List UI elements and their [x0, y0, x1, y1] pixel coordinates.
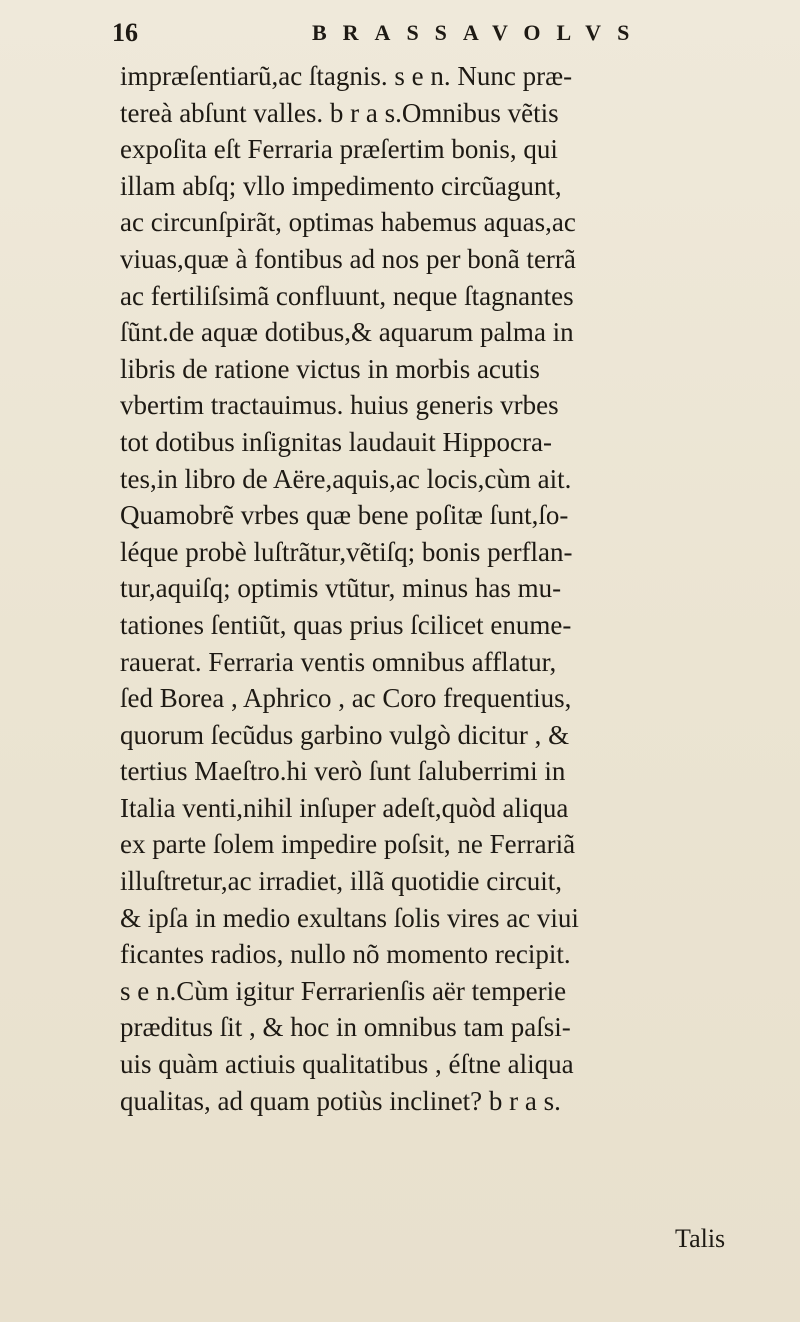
- text-line: ſũnt.de aquæ dotibus,& aquarum palma in: [120, 317, 574, 348]
- page-header: [112, 18, 672, 54]
- text-line: ac circunſpirãt, optimas habemus aquas,ac: [120, 207, 576, 238]
- running-head: BRASSAVOLVS: [312, 20, 646, 45]
- text-line: léque probè luſtrãtur,vẽtiſq; bonis perflan-: [120, 536, 573, 567]
- text-line: viuas,quæ à fontibus ad nos per bonã terrã: [120, 243, 576, 274]
- text-line: tereà abſunt valles. b r a s.Omnibus vẽtis: [120, 97, 559, 128]
- text-line: rauerat. Ferraria ventis omnibus afflatur,: [120, 646, 557, 677]
- text-line: & ipſa in medio exultans ſolis vires ac viui: [120, 902, 579, 933]
- text-line: tertius Maeſtro.hi verò ſunt ſaluberrimi in: [120, 756, 566, 787]
- text-line: ex parte ſolem impedire poſsit, ne Ferrariã: [120, 829, 576, 860]
- text-line: tationes ſentiũt, quas prius ſcilicet enume-: [120, 609, 572, 640]
- text-line: ficantes radios, nullo nõ momento recipit.: [120, 939, 571, 970]
- text-line: vbertim tractauimus. huius generis vrbes: [120, 390, 559, 421]
- text-line: quorum ſecũdus garbino vulgò dicitur , &: [120, 719, 570, 750]
- text-line: qualitas, ad quam potiùs inclinet? b r a s.: [120, 1085, 561, 1116]
- text-line: ac fertiliſsimã confluunt, neque ſtagnantes: [120, 280, 574, 311]
- text-line: expoſita eſt Ferraria præſertim bonis, qui: [120, 134, 558, 165]
- text-line: præditus ſit , & hoc in omnibus tam paſsi-: [120, 1012, 571, 1043]
- text-line: tot dotibus inſignitas laudauit Hippocra-: [120, 426, 552, 457]
- text-line: uis quàm actiuis qualitatibus , éſtne aliqua: [120, 1049, 574, 1080]
- text-line: s e n.Cùm igitur Ferrarienſis aër temperie: [120, 975, 567, 1006]
- text-line: illuſtretur,ac irradiet, illã quotidie circuit,: [120, 866, 563, 897]
- text-line: Italia venti,nihil inſuper adeſt,quòd aliqua: [120, 792, 569, 823]
- text-line: illam abſq; vllo impedimento circũagunt,: [120, 170, 562, 201]
- catchword: Talis: [675, 1224, 726, 1253]
- text-line: ſed Borea , Aphrico , ac Coro frequentius,: [120, 683, 572, 714]
- text-block: [120, 58, 740, 1119]
- text-line: tes,in libro de Aëre,aquis,ac locis,cùm ait.: [120, 463, 572, 494]
- text-line: impræſentiarũ,ac ſtagnis. s e n. Nunc præ-: [120, 61, 573, 91]
- text-line: libris de ratione victus in morbis acutis: [120, 353, 540, 384]
- folio-number: 16: [112, 18, 138, 47]
- text-line: tur,aquiſq; optimis vtũtur, minus has mu-: [120, 573, 562, 604]
- text-line: Quamobrẽ vrbes quæ bene poſitæ ſunt,ſo-: [120, 500, 569, 531]
